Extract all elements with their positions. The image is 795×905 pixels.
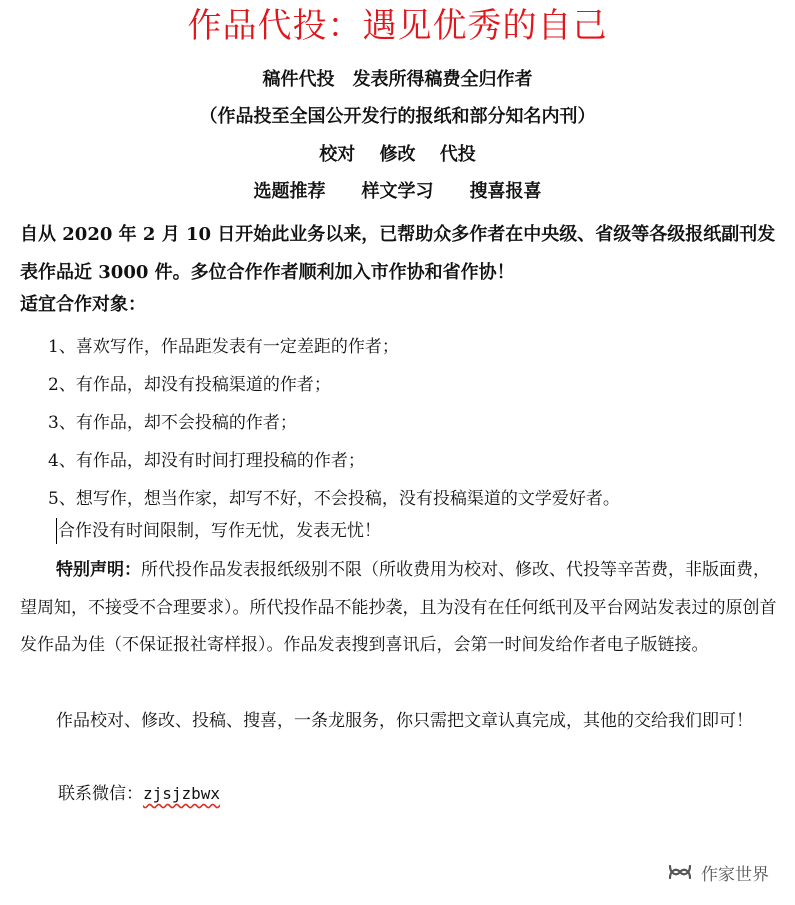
scope-note: （作品投至全国公开发行的报纸和部分知名内刊）	[199, 106, 596, 127]
list-item: 2、有作品，却没有投稿渠道的作者；	[48, 375, 331, 395]
declaration-paragraph	[20, 552, 785, 665]
features-line: 选题推荐 样文学习 搜喜报喜	[253, 181, 542, 202]
list-item: 3、有作品，却不会投稿的作者；	[48, 413, 297, 433]
list-item: 5、想写作，想当作家，却写不好，不会投稿，没有投稿渠道的文学爱好者。	[48, 489, 620, 509]
tagline: 稿件代投 发表所得稿费全归作者	[262, 69, 533, 90]
summary-text: 作品校对、修改、投稿、搜喜，一条龙服务，你只需把文章认真完成，其他的交给我们即可！	[56, 711, 753, 731]
text-cursor	[56, 518, 57, 544]
suitable-heading: 适宜合作对象：	[20, 294, 146, 315]
declaration-label: 特别声明：	[56, 560, 141, 580]
account-name: 作家世界	[701, 864, 769, 885]
wechat-channel-icon	[667, 859, 693, 885]
suitable-list	[48, 328, 620, 518]
motto-line: 合作没有时间限制，写作无忧，发表无忧！	[58, 521, 381, 541]
intro-paragraph: 自从 2020 年 2 月 10 日开始此业务以来，已帮助众多作者在中央级、省级等各级报纸副刊发表作品近 3000 件。多位合作作者顺利加入市作协和省作协！	[20, 224, 776, 283]
wechat-id[interactable]: zjsjzbwx	[143, 784, 221, 803]
list-item: 1、喜欢写作，作品距发表有一定差距的作者；	[48, 337, 399, 357]
footer-watermark[interactable]	[667, 856, 769, 888]
summary-paragraph	[20, 703, 785, 741]
contact-label: 联系微信：	[58, 784, 143, 804]
services-line: 校对 修改 代投	[319, 144, 476, 165]
contact-line	[58, 779, 220, 809]
declaration-text: 所代投作品发表报纸级别不限（所收费用为校对、修改、代投等辛苦费，非版面费，望周知，不接受不合理要求）。所代投作品不能抄袭，且为没有在任何纸刊及平台网站发表过的原创首发作品为佳（不保证报社寄样报）。作品发表搜到喜讯后，会第一时间发给作者电子版链接。	[20, 560, 777, 655]
list-item: 4、有作品，却没有时间打理投稿的作者；	[48, 451, 365, 471]
page-title: 作品代投：遇见优秀的自己	[187, 6, 608, 46]
